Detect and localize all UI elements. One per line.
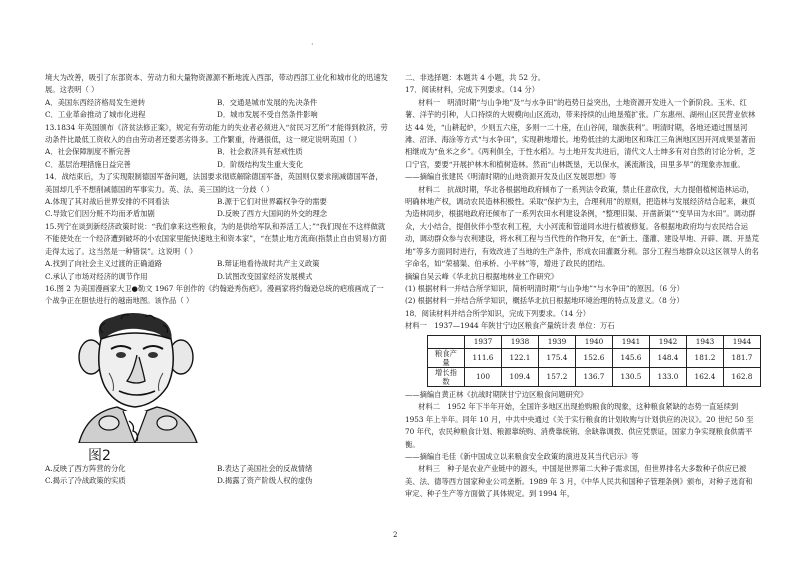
year-cell: 1937 <box>465 335 502 348</box>
q12-option-a: A．美国东西经济格局发生逆转 <box>45 97 146 107</box>
q18-material-3: 材料三 种子是农业产业链中的源头，中国是世界第二大种子需求国，但世界排名大多数种子供应已被美、法、德等西方国家种业公司垄断。1989 年 3 月，《中华人民共和国种子管理条例》颁布，对种子选育和审定、种子生产等方面做了具体规定。到 1994 年， <box>405 464 753 499</box>
table-corner-cell <box>428 335 465 348</box>
q18-title: 18．阅读材料并结合所学知识，完成下列要求。（14 分） <box>405 308 591 318</box>
q12-option-c: C．工业革命推动了城市化进程 <box>45 110 146 120</box>
caricature-illustration <box>63 311 213 443</box>
table-cell: 130.5 <box>613 367 650 386</box>
left-column <box>45 72 389 488</box>
table-cell: 111.6 <box>465 348 502 367</box>
year-cell: 1938 <box>502 335 539 348</box>
q13-option-d: D．阶级结构发生重大变化 <box>217 159 304 169</box>
q16-option-c: C.揭示了冷战政策的实质 <box>45 476 126 486</box>
q12-option-d: D．城市发展不受自然条件影响 <box>217 110 318 120</box>
q12-option-b: B．交通是城市发展的先决条件 <box>217 97 318 107</box>
year-cell: 1940 <box>576 335 613 348</box>
table-row <box>428 367 761 386</box>
q13-stem: 13.1834 年英国颁布《济贫法修正案》，规定有劳动能力的失业者必须进入“贫民习艺所”才能得到救济，劳动条件比最低工资收入的自由劳动者还要恶劣得多。工作繁重，待遇很低，这一规定说明英国（ ） <box>45 122 388 145</box>
q15-option-a: A.找到了向社会主义过渡的正确道路 <box>45 259 163 269</box>
table-cell: 162.4 <box>687 367 724 386</box>
q14-option-c: C.导致它们因分赃不均而矛盾加剧 <box>45 209 155 219</box>
q13-option-c: C．基层治理措施日益完善 <box>45 159 131 169</box>
q17-material-1: 材料一 明清时期“与山争地”及“与水争田”的趋势日益突出，土地资源开发进入一个新阶段。玉米、红薯、洋芋的引种，人口持续的大规模向山区流动，带来持续的山地垦殖扩张。广东惠州、湖州山区民营业依林达 44 处，“山耕起炉，少则五六座，多则一二十座，在山谷间，瑞族获利”。明清时期，各地还通过围垦河滩、沼泽、海涂等方式“与水争田”，实现耕地增长。地势低洼的太湖地区和珠江三角洲地区因开河成果显著而相继成为“鱼米之乡”。《两利俱全，于性水稻》。与土地开发共进后，清代文人士绅多有对自然的讨论分析，芝口宁宫，要要“开展护林木和植树造林。然而“山林既垦，无以保水，溪流渐浅，田里多旱”的现象亦加重。 <box>405 97 756 169</box>
table-cell: 133.0 <box>650 367 687 386</box>
q14-option-a: A.体现了其对战后世界安排的不同看法 <box>45 197 170 207</box>
figure-caption: 图2 <box>88 448 111 465</box>
q17-material-2: 材料二 抗战时期，华北各根据地政府倾布了一系列法令政策，禁止任意砍伐，大力提倡植树造林运动，明确林地产权，调动农民造林积极性。采取“保护为主，合理利用”的原则，把造林与发展经济结合起来，兼页为造林同步，根据地政府还倾布了一系列农田水利建设条例，“整理旧渠、开凿新渠”“变旱田为水田”。调动群众，大小结合，提倡伙伴小型农利工程，大小河流和管道同水进行植被修复。各根据地政府均与农民结合运动，调动群众参与农利建设，将水利工程与当代性的作物开发，在“新土、蓬灌、建设旱地、开辟、溉、开垦荒地”等多方面同时进行，有效改进了当地的生产条件，形成农田灌溉分利。部分工程当地群众以这区领导人的名字命名，如“荣禧渠、伯承桥、小平林”等，增进了政民的团结。 <box>405 184 759 269</box>
q12-continuation: 境大为改善，吸引了东部资本、劳动力和大量物资源源不断地流入西部，带动西部工业化和城市化的迅速发展。这表明（ ） <box>45 73 388 95</box>
q15-option-c: C.承认了市场对经济的调节作用 <box>45 271 148 281</box>
q14-stem: 14．战结束后，为了实现限制德国军备问题，法国要求彻底解除德国军备，英国则仅要求削减德国军备，美国却几乎不想削减德国的军事实力。英、法、美三国的这一分歧（ ） <box>45 172 383 194</box>
table-cell: 145.6 <box>613 348 650 367</box>
table-cell: 181.2 <box>687 348 724 367</box>
table-cell: 181.7 <box>724 348 761 367</box>
q15-options-row1 <box>45 258 389 270</box>
row-label: 粮食产量 <box>428 348 465 367</box>
year-cell: 1941 <box>613 335 650 348</box>
row-label: 增长指数 <box>428 367 465 386</box>
table-header-row <box>428 335 761 348</box>
q16-options-row1 <box>45 463 389 475</box>
right-column <box>405 72 759 501</box>
year-cell: 1942 <box>650 335 687 348</box>
q13-options-row2 <box>45 159 389 171</box>
q14-options-row2 <box>45 208 389 220</box>
q14-options-row1 <box>45 196 389 208</box>
q17-source-1: ——摘编自张建民《明清时期的山地资源开发及山区发展思想》等 <box>405 172 617 182</box>
q16-option-a: A.反映了西方阵营的分化 <box>45 463 126 473</box>
q17-requirement-1: (1) 根据材料一并结合所学知识，简析明清时期“与山争地”“与水争田”的原因。（6 分） <box>405 283 684 293</box>
table-cell: 148.4 <box>650 348 687 367</box>
q15-option-d: D.试图改变国家经济发展模式 <box>217 271 313 281</box>
page-number: 2 <box>393 531 398 539</box>
q16-stem: 16.图 2 为美国漫画家大卫●勒文 1967 年创作的《约翰逊秀伤疤》。漫画家将约翰逊总统的疤痕画成了一个战争正在胆怯进行的越南地图。该作品（ ） <box>45 283 384 306</box>
q17-title: 17．阅读材料，完成下列要求。（14 分） <box>405 85 539 95</box>
cartoon-figure <box>63 311 223 463</box>
q12-options-row2 <box>45 109 389 121</box>
q18-material-1-title: 材料一 1937—1944 年陕甘宁边区粮食产量统计表 单位：万石 <box>405 321 615 331</box>
table-cell: 136.7 <box>576 367 613 386</box>
table-cell: 109.4 <box>502 367 539 386</box>
q18-material-2: 材料二 1952 年下半年开始，全国许多地区出现抢购粮食的现象，这种粮食紧缺的态势一直延续到 1953 年上半年。同年 10 月，中共中央通过《关于实行粮食的计划收购与计划供应的决议》。20 世纪 50 至 70 年代，农民种粮食计划、粮源靠统购、消费靠统销、余缺靠调拨、供应凭票证，国家力争实现粮食供需平衡。 <box>405 402 754 449</box>
q18-source-1: ——摘编自黄正林《抗战时期陕甘宁边区粮食问题研究》 <box>405 389 588 399</box>
q16-option-b: B.表达了美国社会的反战情绪 <box>217 463 313 473</box>
grain-output-table <box>427 335 761 387</box>
table-cell: 152.6 <box>576 348 613 367</box>
q14-option-d: D.反映了西方大国间的外交的理念 <box>217 209 328 219</box>
table-row <box>428 348 761 367</box>
year-cell: 1939 <box>539 335 576 348</box>
q15-options-row2 <box>45 271 389 283</box>
q13-option-b: B．社会救济具有惩戒性质 <box>217 147 303 157</box>
header-dot: · <box>311 40 314 49</box>
table-cell: 100 <box>465 367 502 386</box>
q17-source-2: 摘编自吴云峰《华北抗日根据地林业工作研究》 <box>405 271 559 281</box>
q14-option-b: B.源于它们对世界霸权争夺的需要 <box>217 197 327 207</box>
year-cell: 1944 <box>724 335 761 348</box>
year-cell: 1943 <box>687 335 724 348</box>
q15-stem: 15.列宁在谈到新经济政策时说：“我们拿来这些粮食，为的是供给军队和养活工人；”“我们现在不这样做就不能使处在一个经济遭到破坏的小农国家里能快速地主和资本家”，“在禁止地方流商(指禁止自由贸易)方面走得太远了。这当然是一种错误”。这说明（ ） <box>45 221 387 256</box>
table-cell: 157.2 <box>539 367 576 386</box>
q18-source-2: ——摘编自毛佳《新中国成立以来粮食安全政策的演进及其当代启示》等 <box>405 451 639 461</box>
table-cell: 122.1 <box>502 348 539 367</box>
q16-option-d: D.揭露了资产阶级人权的虚伪 <box>217 476 313 486</box>
table-cell: 162.8 <box>724 367 761 386</box>
q13-options-row1 <box>45 146 389 158</box>
q17-requirement-2: (2) 根据材料一并结合所学知识，概括华北抗日根据地环境治理的特点及意义。（8 分） <box>405 296 684 306</box>
table-cell: 175.4 <box>539 348 576 367</box>
q16-options-row2 <box>45 475 389 487</box>
q15-option-b: B.辩证地看待战时共产主义政策 <box>217 259 320 269</box>
q13-option-a: A．社会保障制度不断完善 <box>45 147 131 157</box>
q12-options-row1 <box>45 97 389 109</box>
section2-title: 二、非选择题：本题共 4 小题，共 52 分。 <box>405 73 545 82</box>
